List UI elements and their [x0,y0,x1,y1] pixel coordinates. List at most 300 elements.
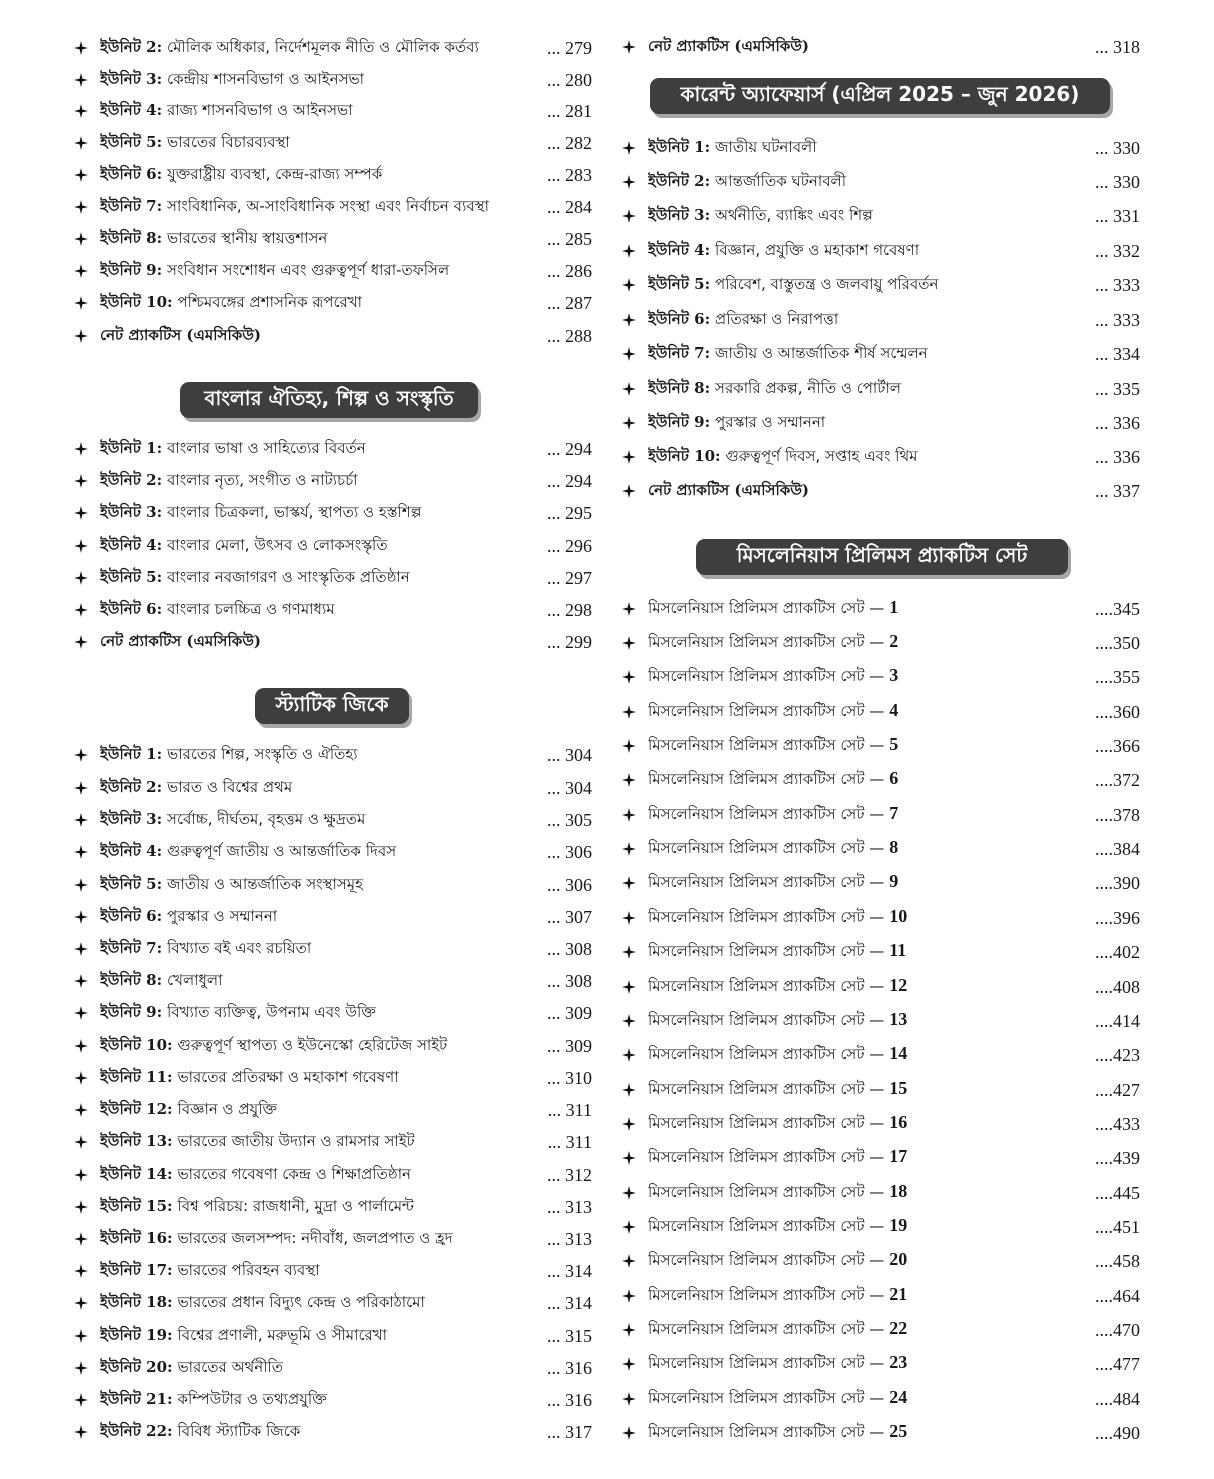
star-bullet-icon [622,416,648,430]
set-title: মিসলেনিয়াস প্রিলিমস প্র্যাকটিস সেট — [648,1388,885,1407]
toc-entry[interactable] [622,33,1140,61]
page-number: ... 294 [547,438,592,459]
page-number: ... 333 [1095,309,1140,330]
star-bullet-icon [74,1135,100,1149]
unit-label: ইউনিট 6: [100,164,163,183]
unit-label: ইউনিট 6: [648,309,711,328]
page-number: ....477 [1095,1353,1140,1374]
page-number: ... 310 [547,1067,592,1088]
entry-text [648,136,1089,161]
practice-set-entry[interactable] [622,1282,1140,1310]
entry-text [648,1146,1089,1171]
page-number: ....414 [1095,1010,1140,1031]
set-title: মিসলেনিয়াস প্রিলিমস প্র্যাকটিস সেট — [648,701,885,720]
page-number: ... 311 [547,1099,592,1120]
page-number: ... 299 [547,631,592,652]
unit-label: ইউনিট 3: [648,205,711,224]
toc-entry[interactable] [74,322,592,350]
toc-entry[interactable] [74,225,592,253]
unit-label: ইউনিট 9: [100,1002,163,1021]
set-title: মিসলেনিয়াস প্রিলিমস প্র্যাকটিস সেট — [648,666,885,685]
toc-entry[interactable] [74,871,592,899]
practice-set-entry[interactable] [622,801,1140,829]
unit-title: প্রতিরক্ষা ও নিরাপত্তা [715,309,839,328]
star-bullet-icon [622,1186,648,1200]
toc-entry[interactable] [74,596,592,624]
page-number: ... 306 [547,874,592,895]
practice-set-entry[interactable] [622,869,1140,897]
unit-title: জাতীয় ও আন্তর্জাতিক সংস্থাসমূহ [167,874,363,893]
toc-entry[interactable] [74,1096,592,1124]
unit-label: ইউনিট 1: [100,744,163,763]
toc-entry[interactable] [74,435,592,463]
set-title: মিসলেনিয়াস প্রিলিমস প্র্যাকটিস সেট — [648,1079,885,1098]
page-number: ... 285 [547,228,592,249]
entry-text [648,700,1089,725]
page-number: ... 331 [1095,205,1140,226]
star-bullet-icon [622,1220,648,1234]
star-bullet-icon [622,313,648,327]
practice-set-entry[interactable] [622,1385,1140,1413]
set-number: 17 [889,1145,908,1166]
section-heading-bengal-heritage: বাংলার ঐতিহ্য, শিল্প ও সংস্কৃতি [180,382,478,418]
page-number: ... 294 [547,470,592,491]
unit-label: ইউনিট 2: [100,470,163,489]
page-number: ....402 [1095,941,1140,962]
entry-text [648,1352,1089,1377]
toc-entry[interactable] [74,34,592,62]
practice-set-entry[interactable] [622,1316,1140,1344]
star-bullet-icon [74,73,100,87]
entry-text [100,743,541,768]
page-number: ... 313 [547,1228,592,1249]
practice-set-entry[interactable] [622,1419,1140,1447]
star-bullet-icon [74,942,100,956]
practice-set-entry[interactable] [622,629,1140,657]
practice-set-entry[interactable] [622,1076,1140,1104]
toc-entry[interactable] [74,193,592,221]
unit-title: ভারতের অর্থনীতি [177,1357,284,1376]
toc-entry[interactable] [622,477,1140,505]
entry-text [100,873,541,898]
page-number: ... 311 [547,1131,592,1152]
unit-label: ইউনিট 6: [100,599,163,618]
set-title: মিসলেনিয়াস প্রিলিমস প্র্যাকটিস সেট — [648,1216,885,1235]
entry-text [100,227,541,252]
unit-label: ইউনিট 5: [100,567,163,586]
toc-entry[interactable] [74,499,592,527]
set-number: 6 [889,767,899,788]
set-title: মিসলেনিয়াস প্রিলিমস প্র্যাকটিস সেট — [648,907,885,926]
entry-text [100,969,541,994]
unit-label: ইউনিট 4: [100,535,163,554]
star-bullet-icon [74,1232,100,1246]
toc-entry[interactable] [74,838,592,866]
toc-entry[interactable] [74,129,592,157]
unit-label: ইউনিট 5: [100,132,163,151]
page-number: ....396 [1095,907,1140,928]
toc-entry[interactable] [74,66,592,94]
toc-entry[interactable] [622,375,1140,403]
page-number: ... 304 [547,777,592,798]
entry-text [648,1421,1089,1446]
page-number: ....384 [1095,838,1140,859]
practice-set-entry[interactable] [622,1350,1140,1378]
unit-label: ইউনিট 2: [648,171,711,190]
practice-set-entry[interactable] [622,1110,1140,1138]
star-bullet-icon [74,1200,100,1214]
entry-text [648,597,1089,622]
page-number: ....433 [1095,1113,1140,1134]
entry-text [100,1163,541,1188]
set-number: 5 [889,733,899,754]
star-bullet-icon [74,506,100,520]
star-bullet-icon [74,168,100,182]
page-number: ... 336 [1095,446,1140,467]
practice-set-entry[interactable] [622,1213,1140,1241]
page-number: ... 295 [547,502,592,523]
practice-set-entry[interactable] [622,766,1140,794]
unit-title: বাংলার নৃত্য, সংগীত ও নাট্যচর্চা [167,470,358,489]
unit-label: ইউনিট 22: [100,1421,173,1440]
toc-entry[interactable] [74,999,592,1027]
set-number: 13 [889,1008,908,1029]
entry-text [648,204,1089,229]
toc-entry[interactable] [74,467,592,495]
toc-entry[interactable] [622,340,1140,368]
toc-entry[interactable] [622,134,1140,162]
practice-set-entry[interactable] [622,595,1140,623]
set-title: মিসলেনিয়াস প্রিলিমস প্র্যাকটিস সেট — [648,1147,885,1166]
star-bullet-icon [622,1254,648,1268]
page-number: ... 307 [547,906,592,927]
toc-entry[interactable] [74,289,592,317]
practice-set-entry[interactable] [622,835,1140,863]
star-bullet-icon [74,813,100,827]
toc-entry[interactable] [622,271,1140,299]
page-number: ....372 [1095,769,1140,790]
toc-entry[interactable] [74,1354,592,1382]
unit-title: আন্তর্জাতিক ঘটনাবলী [715,171,847,190]
star-bullet-icon [74,1361,100,1375]
toc-entry[interactable] [622,306,1140,334]
entry-text [648,35,1089,60]
entry-text [100,163,541,188]
toc-entry[interactable] [74,1193,592,1221]
unit-title: ভারতের পরিবহন ব্যবস্থা [177,1260,320,1279]
entry-text [648,1043,1089,1068]
entry-text [648,1078,1089,1103]
set-title: মিসলেনিয়াস প্রিলিমস প্র্যাকটিস সেট — [648,632,885,651]
practice-set-entry[interactable] [622,938,1140,966]
toc-entry[interactable] [74,967,592,995]
page-number: ... 316 [547,1389,592,1410]
entry-text [648,1318,1089,1343]
unit-label: ইউনিট 16: [100,1228,173,1247]
toc-entry[interactable] [74,903,592,931]
practice-set-entry[interactable] [622,1179,1140,1207]
unit-title: বাংলার ভাষা ও সাহিত্যের বিবর্তন [167,438,366,457]
toc-entry[interactable] [74,1322,592,1350]
page-number: ... 281 [547,100,592,121]
star-bullet-icon [622,278,648,292]
entry-text [648,734,1089,759]
practice-set-entry[interactable] [622,973,1140,1001]
set-number: 19 [889,1214,908,1235]
unit-title: পুরস্কার ও সম্মাননা [167,906,278,925]
set-number: 3 [889,664,899,685]
entry-text [100,324,541,349]
unit-label: ইউনিট 6: [100,906,163,925]
unit-title: গুরুত্বপূর্ণ দিবস, সপ্তাহ এবং থিম [725,446,918,465]
entry-text [100,1388,541,1413]
toc-entry[interactable] [622,168,1140,196]
page-number: ... 308 [547,938,592,959]
set-title: মিসলেনিয়াস প্রিলিমস প্র্যাকটিস সেট — [648,1182,885,1201]
toc-entry[interactable] [622,409,1140,437]
star-bullet-icon [622,209,648,223]
toc-entry[interactable] [74,1032,592,1060]
unit-title: গুরুত্বপূর্ণ জাতীয় ও আন্তর্জাতিক দিবস [167,841,397,860]
unit-title: ভারতের জলসম্পদ: নদীবাঁধ, জলপ্রপাত ও হ্রদ [177,1228,453,1247]
page-number: ... 309 [547,1035,592,1056]
toc-entry[interactable] [74,1289,592,1317]
entry-text [648,871,1089,896]
unit-title: ভারতের গবেষণা কেন্দ্র ও শিক্ষাপ্রতিষ্ঠান [177,1164,412,1183]
star-bullet-icon [74,1071,100,1085]
entry-text [100,630,541,655]
star-bullet-icon [74,748,100,762]
page-number: ....445 [1095,1182,1140,1203]
star-bullet-icon [622,670,648,684]
page-number: ... 284 [547,196,592,217]
page-number: ....490 [1095,1422,1140,1443]
unit-title: ভারতের বিচারব্যবস্থা [167,132,290,151]
toc-entry[interactable] [74,806,592,834]
practice-set-entry[interactable] [622,1007,1140,1035]
entry-text [100,437,541,462]
entry-text [100,1066,541,1091]
set-title: মিসলেনিয়াস প্রিলিমস প্র্যাকটিস সেট — [648,769,885,788]
entry-text [100,840,541,865]
unit-title: ভারতের শিল্প, সংস্কৃতি ও ঐতিহ্য [167,744,358,763]
star-bullet-icon [74,200,100,214]
page-number: ... 280 [547,69,592,90]
entry-text [100,905,541,930]
set-title: মিসলেনিয়াস প্রিলিমস প্র্যাকটিস সেট — [648,1113,885,1132]
star-bullet-icon [74,974,100,988]
page-number: ....484 [1095,1388,1140,1409]
toc-entry[interactable] [622,202,1140,230]
star-bullet-icon [74,878,100,892]
star-bullet-icon [74,264,100,278]
page-number: ....360 [1095,701,1140,722]
entry-text [100,1227,541,1252]
entry-text [648,377,1089,402]
star-bullet-icon [74,635,100,649]
toc-entry[interactable] [74,774,592,802]
toc-entry[interactable] [74,1225,592,1253]
star-bullet-icon [74,1006,100,1020]
toc-entry[interactable] [74,1128,592,1156]
unit-label: ইউনিট 4: [100,841,163,860]
unit-title: গুরুত্বপূর্ণ স্থাপত্য ও ইউনেস্কো হেরিটেজ সাইট [177,1035,448,1054]
star-bullet-icon [622,911,648,925]
star-bullet-icon [622,244,648,258]
toc-entry[interactable] [74,532,592,560]
page-number: ... 309 [547,1002,592,1023]
star-bullet-icon [74,781,100,795]
entry-text [648,1284,1089,1309]
unit-title: অর্থনীতি, ব্যাঙ্কিং এবং শিল্প [715,205,873,224]
toc-entry[interactable] [622,443,1140,471]
section-heading-misc-practice-sets: মিসলেনিয়াস প্রিলিমস প্র্যাকটিস সেট [696,539,1068,575]
entry-text [100,36,541,61]
unit-label: ইউনিট 14: [100,1164,173,1183]
entry-text [648,803,1089,828]
toc-entry[interactable] [74,741,592,769]
unit-label: ইউনিট 1: [648,137,711,156]
star-bullet-icon [74,1393,100,1407]
unit-title: বিখ্যাত ব্যক্তিত্ব, উপনাম এবং উক্তি [167,1002,376,1021]
practice-set-entry[interactable] [622,1247,1140,1275]
practice-set-entry[interactable] [622,1041,1140,1069]
page-number: ....378 [1095,804,1140,825]
unit-title: ভারত ও বিশ্বের প্রথম [167,777,293,796]
entry-text [100,1034,541,1059]
unit-label: ইউনিট 4: [100,100,163,119]
page-number: ... 287 [547,292,592,313]
page-number: ....458 [1095,1250,1140,1271]
set-number: 7 [889,802,899,823]
page-number: ....408 [1095,976,1140,997]
unit-title: বিজ্ঞান, প্রযুক্তি ও মহাকাশ গবেষণা [715,240,920,259]
entry-text [648,940,1089,965]
unit-label: ইউনিট 11: [100,1067,173,1086]
entry-text [100,1195,541,1220]
unit-label: ইউনিট 10: [100,292,173,311]
star-bullet-icon [622,1083,648,1097]
set-number: 1 [889,596,899,617]
star-bullet-icon [74,1296,100,1310]
unit-label: ইউনিট 18: [100,1292,173,1311]
unit-title: যুক্তরাষ্ট্রীয় ব্যবস্থা, কেন্দ্র-রাজ্য সম্পর্ক [167,164,383,183]
set-number: 23 [889,1351,908,1372]
page-number: ... 305 [547,809,592,830]
toc-entry[interactable] [74,1064,592,1092]
entry-text [648,479,1089,504]
toc-entry[interactable] [74,1386,592,1414]
practice-set-entry[interactable] [622,663,1140,691]
toc-entry[interactable] [74,1418,592,1446]
toc-entry[interactable] [74,1161,592,1189]
page-number: ... 332 [1095,240,1140,261]
unit-title: খেলাধুলা [167,970,223,989]
toc-entry[interactable] [74,257,592,285]
practice-set-entry[interactable] [622,904,1140,932]
toc-entry[interactable] [74,628,592,656]
unit-title: সর্বোচ্চ, দীর্ঘতম, বৃহত্তম ও ক্ষুদ্রতম [167,809,366,828]
unit-label: ইউনিট 5: [100,874,163,893]
entry-text [100,534,541,559]
star-bullet-icon [74,104,100,118]
entry-text [648,1387,1089,1412]
set-title: মিসলেনিয়াস প্রিলিমস প্র্যাকটিস সেট — [648,976,885,995]
toc-entry[interactable] [74,1257,592,1285]
star-bullet-icon [74,329,100,343]
page-number: ....439 [1095,1147,1140,1168]
page-number: ....355 [1095,666,1140,687]
unit-title: বাংলার চিত্রকলা, ভাস্কর্য, স্থাপত্য ও হস্তশিল্প [167,502,422,521]
unit-title: ভারতের স্থানীয় স্বায়ত্তশাসন [167,228,328,247]
unit-label: ইউনিট 21: [100,1389,173,1408]
set-title: মিসলেনিয়াস প্রিলিমস প্র্যাকটিস সেট — [648,1044,885,1063]
entry-text [100,776,541,801]
page-number: ... 317 [547,1421,592,1442]
page-number: ... 330 [1095,171,1140,192]
star-bullet-icon [622,450,648,464]
page-number: ....451 [1095,1216,1140,1237]
set-number: 16 [889,1111,908,1132]
unit-title: মৌলিক অধিকার, নির্দেশমূলক নীতি ও মৌলিক কর্তব্য [167,37,479,56]
unit-label: ইউনিট 7: [100,196,163,215]
practice-set-entry[interactable] [622,1144,1140,1172]
page-number: ... 336 [1095,412,1140,433]
star-bullet-icon [622,484,648,498]
star-bullet-icon [622,876,648,890]
toc-entry[interactable] [74,564,592,592]
set-title: মিসলেনিয়াস প্রিলিমস প্র্যাকটিস সেট — [648,1353,885,1372]
star-bullet-icon [74,474,100,488]
entry-text [648,837,1089,862]
unit-label: ইউনিট 4: [648,240,711,259]
toc-entry[interactable] [622,237,1140,265]
entry-text [648,906,1089,931]
entry-text [100,1130,542,1155]
unit-title: কেন্দ্রীয় শাসনবিভাগ ও আইনসভা [167,69,365,88]
unit-title: জাতীয় ঘটনাবলী [715,137,817,156]
set-number: 22 [889,1317,908,1338]
entry-text [100,1291,541,1316]
page-number: ... 315 [547,1325,592,1346]
star-bullet-icon [622,1392,648,1406]
practice-set-entry[interactable] [622,732,1140,760]
unit-title: সরকারি প্রকল্প, নীতি ও পোর্টাল [715,378,901,397]
set-title: মিসলেনিয়াস প্রিলিমস প্র্যাকটিস সেট — [648,1319,885,1338]
practice-set-entry[interactable] [622,698,1140,726]
unit-title: ভারতের জাতীয় উদ্যান ও রামসার সাইট [177,1131,415,1150]
set-title: মিসলেনিয়াস প্রিলিমস প্র্যাকটিস সেট — [648,941,885,960]
toc-entry[interactable] [74,97,592,125]
page-number: ....423 [1095,1044,1140,1065]
star-bullet-icon [622,1048,648,1062]
set-number: 12 [889,974,908,995]
set-number: 20 [889,1248,908,1269]
star-bullet-icon [622,980,648,994]
star-bullet-icon [622,808,648,822]
page-number: ... 334 [1095,343,1140,364]
unit-label: নেট প্র্যাকটিস (এমসিকিউ) [100,631,262,650]
page-number: ... 337 [1095,480,1140,501]
toc-entry[interactable] [74,935,592,963]
toc-entry[interactable] [74,161,592,189]
star-bullet-icon [622,1014,648,1028]
entry-text [100,1324,541,1349]
entry-text [100,1098,542,1123]
set-number: 14 [889,1042,908,1063]
set-number: 25 [889,1420,908,1441]
star-bullet-icon [622,141,648,155]
